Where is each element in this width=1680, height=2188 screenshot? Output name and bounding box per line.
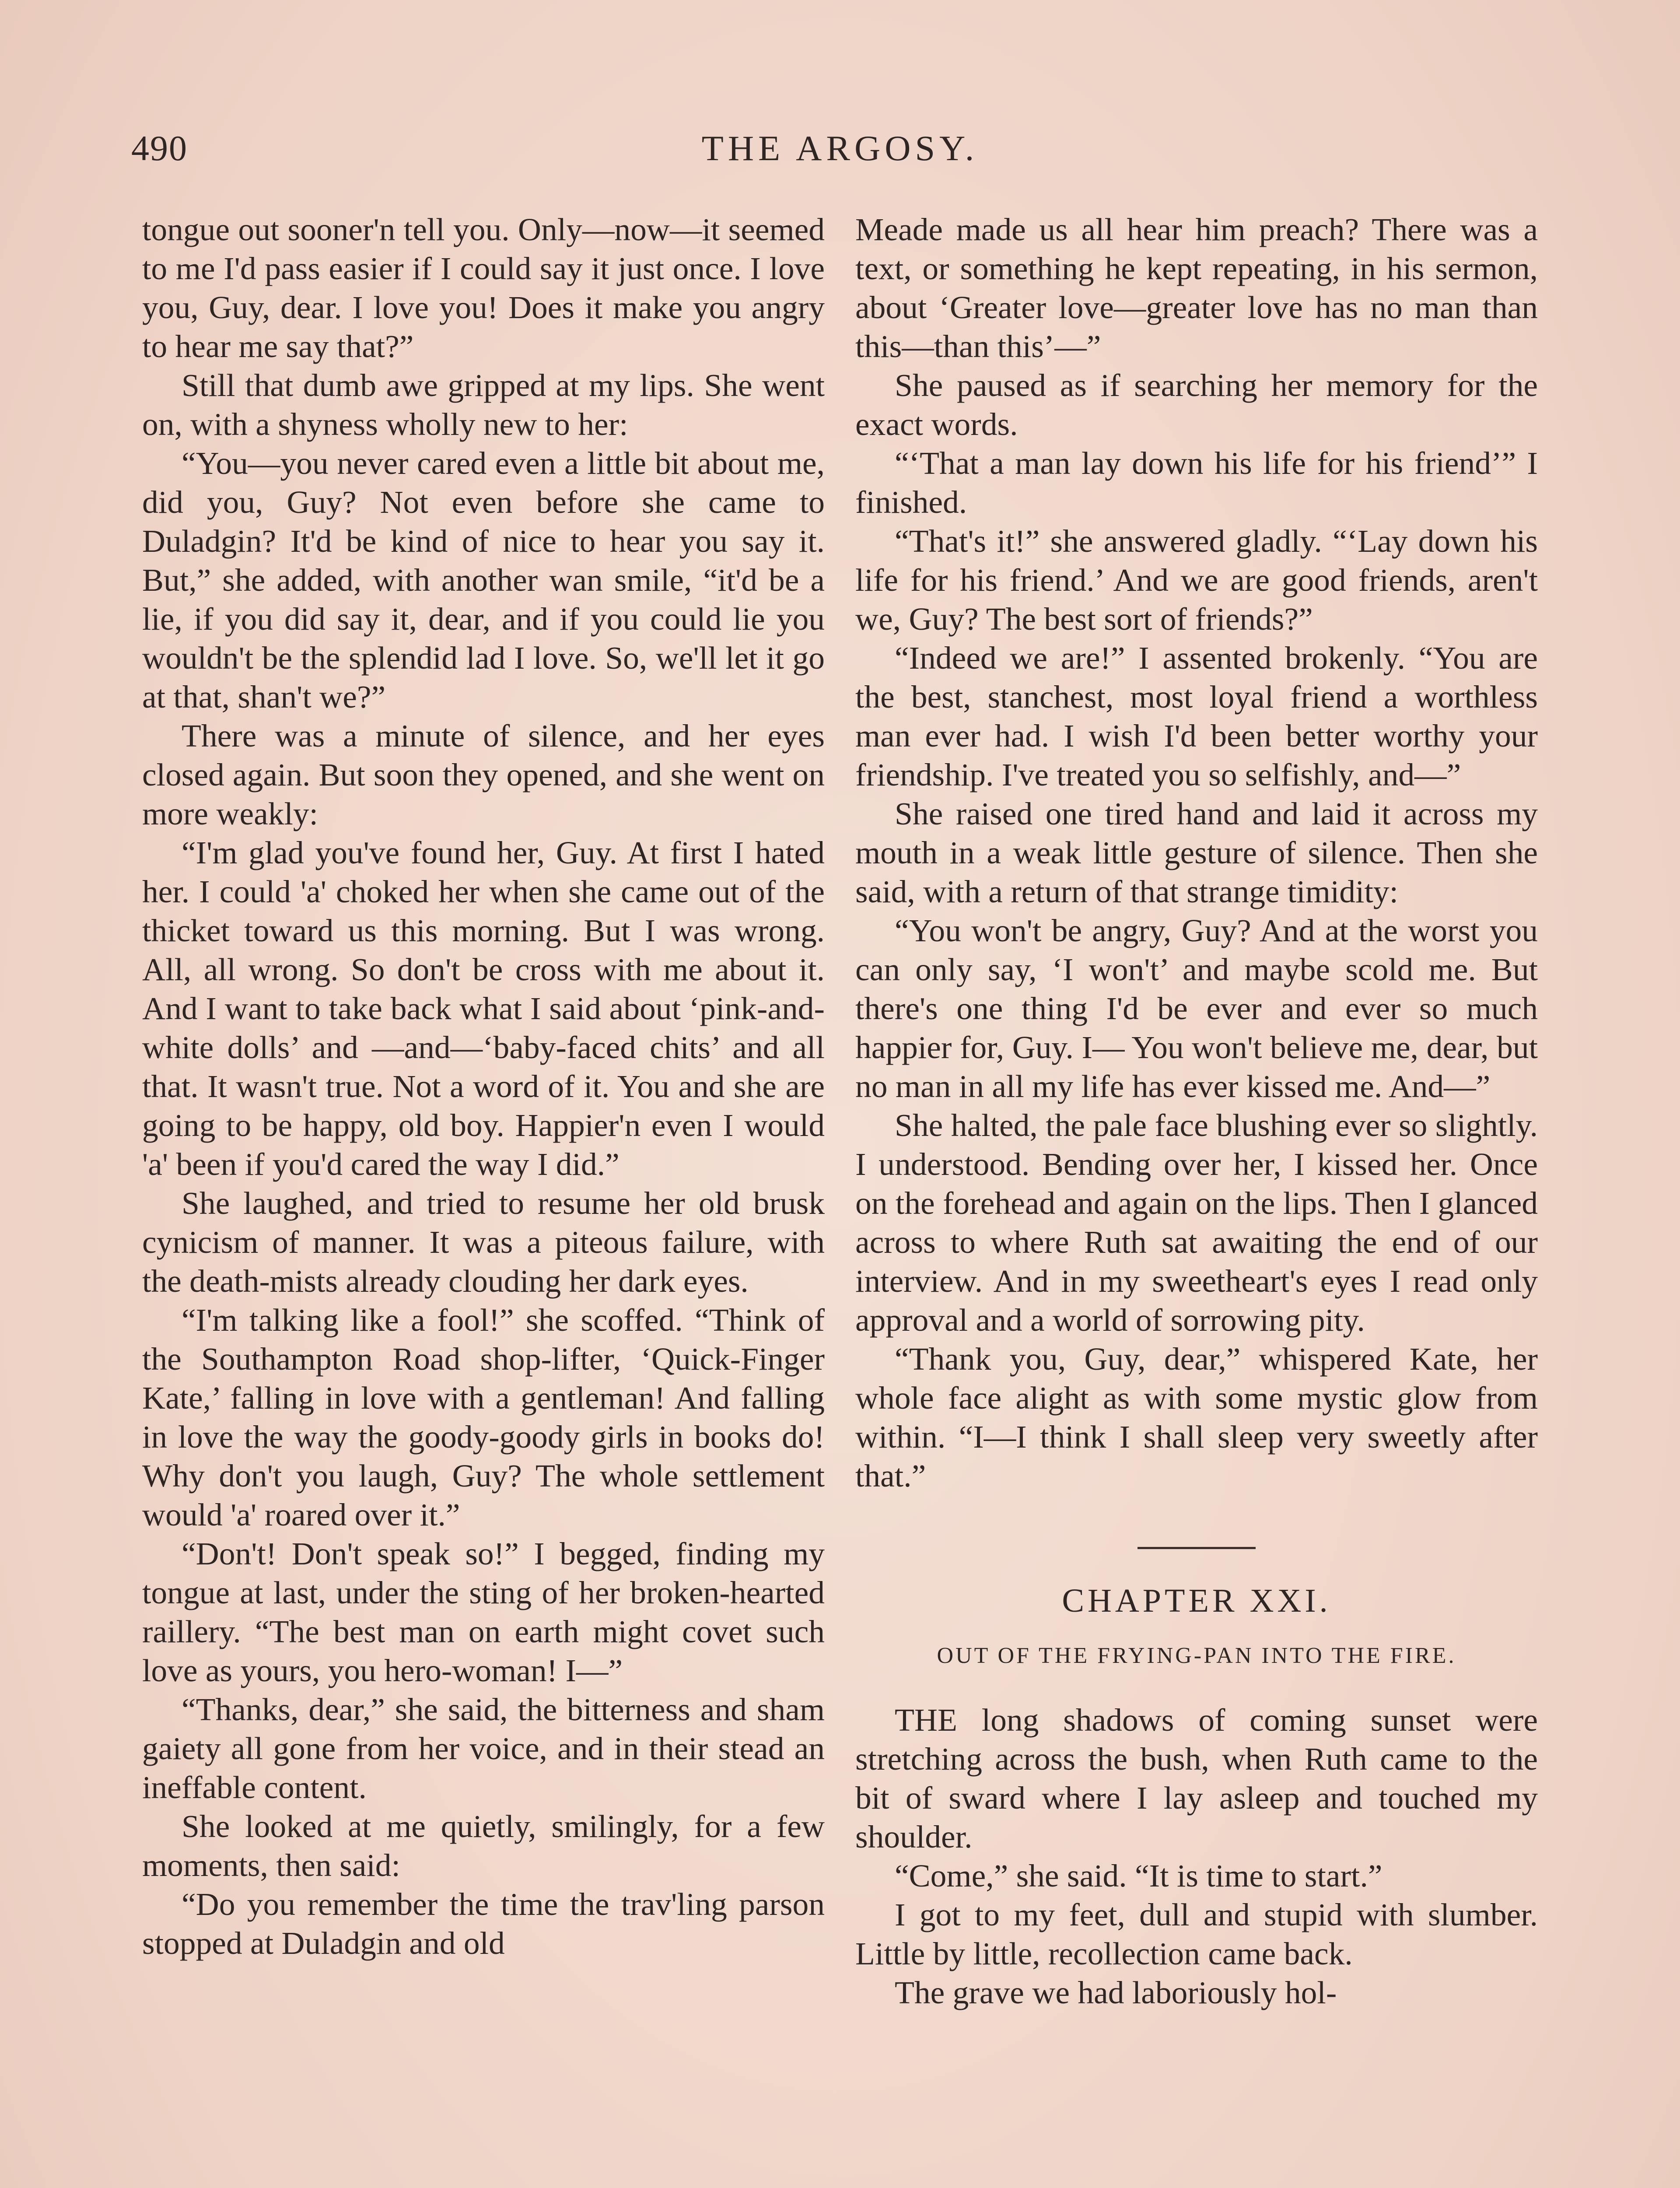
paragraph: “I'm talking like a fool!” she scoffed. “Think of the Southampton Road shop-lifter, ‘Quick-Finger Kate,’ falling in love with a gentleman! And falling in love the way the goody-goody girls in books do! Why don't you laugh, Guy? The whole settlement would 'a' roared over it.”	[142, 1302, 825, 1532]
paragraph: Still that dumb awe gripped at my lips. She went on, with a shyness wholly new to her:	[142, 368, 825, 442]
paragraph: “That's it!” she answered gladly. “‘Lay down his life for his friend.’ And we are good friends, aren't we, Guy? The best sort of friends?”	[855, 523, 1538, 637]
paragraph: “You—you never cared even a little bit about me, did you, Guy? Not even before she came to Duladgin? It'd be kind of nice to hear you say it. But,” she added, with another wan smile, “it'd be a lie, if you did say it, dear, and if you could lie you wouldn't be the splendid lad I love. So, we'll let it go at that, shan't we?”	[142, 445, 825, 715]
paragraph: “You won't be angry, Guy? And at the worst you can only say, ‘I won't’ and maybe scold me. But there's one thing I'd be ever and ever so much happier for, Guy. I— You won't believe me, dear, but no man in all my life has ever kissed me. And—”	[855, 913, 1538, 1104]
chapter-title: OUT OF THE FRYING-PAN INTO THE FIRE.	[937, 1643, 1456, 1668]
paragraph: “Indeed we are!” I assented brokenly. “You are the best, stanchest, most loyal friend a worthless man ever had. I wish I'd been better worthy your friendship. I've treated you so selfishly, and—”	[855, 640, 1538, 792]
paragraph: “Thanks, dear,” she said, the bitterness and sham gaiety all gone from her voice, and in their stead an ineffable content.	[142, 1692, 825, 1805]
paragraph: THE long shadows of coming sunset were stretching across the bush, when Ruth came to the bit of sward where I lay asleep and touched my shoulder.	[855, 1702, 1538, 1855]
paragraph: “Come,” she said. “It is time to start.”	[895, 1858, 1382, 1893]
page-number: 490	[131, 128, 188, 168]
paragraph: “I'm glad you've found her, Guy. At first I hated her. I could 'a' choked her when she came out of the thicket toward us this morning. But I was wrong. All, all wrong. So don't be cross with me about it. And I want to take back what I said about ‘pink-and-white dolls’ and —and—‘baby-faced chits’ and all that. It wasn't true. Not a word of it. You and she are going to be happy, old boy. Happier'n even I would 'a' been if you'd cared the way I did.”	[142, 835, 825, 1182]
page-header	[131, 128, 1549, 180]
right-column	[855, 210, 1538, 2012]
chapter-body	[855, 1701, 1538, 2012]
paragraph: There was a minute of silence, and her eyes closed again. But soon they opened, and she went on more weakly:	[142, 718, 825, 831]
paragraph: She raised one tired hand and laid it across my mouth in a weak little gesture of silence. Then she said, with a return of that strange timidity:	[855, 796, 1538, 909]
paragraph: I got to my feet, dull and stupid with slumber. Little by little, recollection came back.	[855, 1897, 1538, 1971]
paragraph: The grave we had laboriously hol-	[895, 1975, 1337, 2010]
paragraph: “Do you remember the time the trav'ling parson stopped at Duladgin and old	[142, 1886, 825, 1961]
paragraph: She paused as if searching her memory for the exact words.	[855, 368, 1538, 442]
chapter-xx-ending	[855, 210, 1538, 1495]
paragraph: “Thank you, Guy, dear,” whispered Kate, her whole face alight as with some mystic glow from within. “I—I think I shall sleep very sweetly after that.”	[855, 1341, 1538, 1494]
paragraph: She looked at me quietly, smilingly, for a few moments, then said:	[142, 1809, 825, 1883]
paragraph: “‘That a man lay down his life for his friend’” I finished.	[855, 445, 1538, 520]
chapter-number: CHAPTER XXI.	[1062, 1582, 1331, 1619]
paragraph: Meade made us all hear him preach? There was a text, or something he kept repeating, in his sermon, about ‘Greater love—greater love has no man than this—than this’—”	[855, 212, 1538, 364]
running-head: THE ARGOSY.	[701, 128, 979, 168]
paragraph: tongue out sooner'n tell you. Only—now—it seemed to me I'd pass easier if I could say it just once. I love you, Guy, dear. I love you! Does it make you angry to hear me say that?”	[142, 212, 825, 364]
paragraph: She laughed, and tried to resume her old brusk cynicism of manner. It was a piteous failure, with the death-mists already clouding her dark eyes.	[142, 1185, 825, 1299]
paragraph: “Don't! Don't speak so!” I begged, finding my tongue at last, under the sting of her broken-hearted raillery. “The best man on earth might covet such love as yours, you hero-woman! I—”	[142, 1536, 825, 1688]
paragraph: She halted, the pale face blushing ever so slightly. I understood. Bending over her, I kissed her. Once on the forehead and again on the lips. Then I glanced across to where Ruth sat awaiting the end of our interview. And in my sweetheart's eyes I read only approval and a world of sorrowing pity.	[855, 1108, 1538, 1338]
section-divider	[1138, 1547, 1256, 1549]
left-column	[142, 210, 825, 1963]
